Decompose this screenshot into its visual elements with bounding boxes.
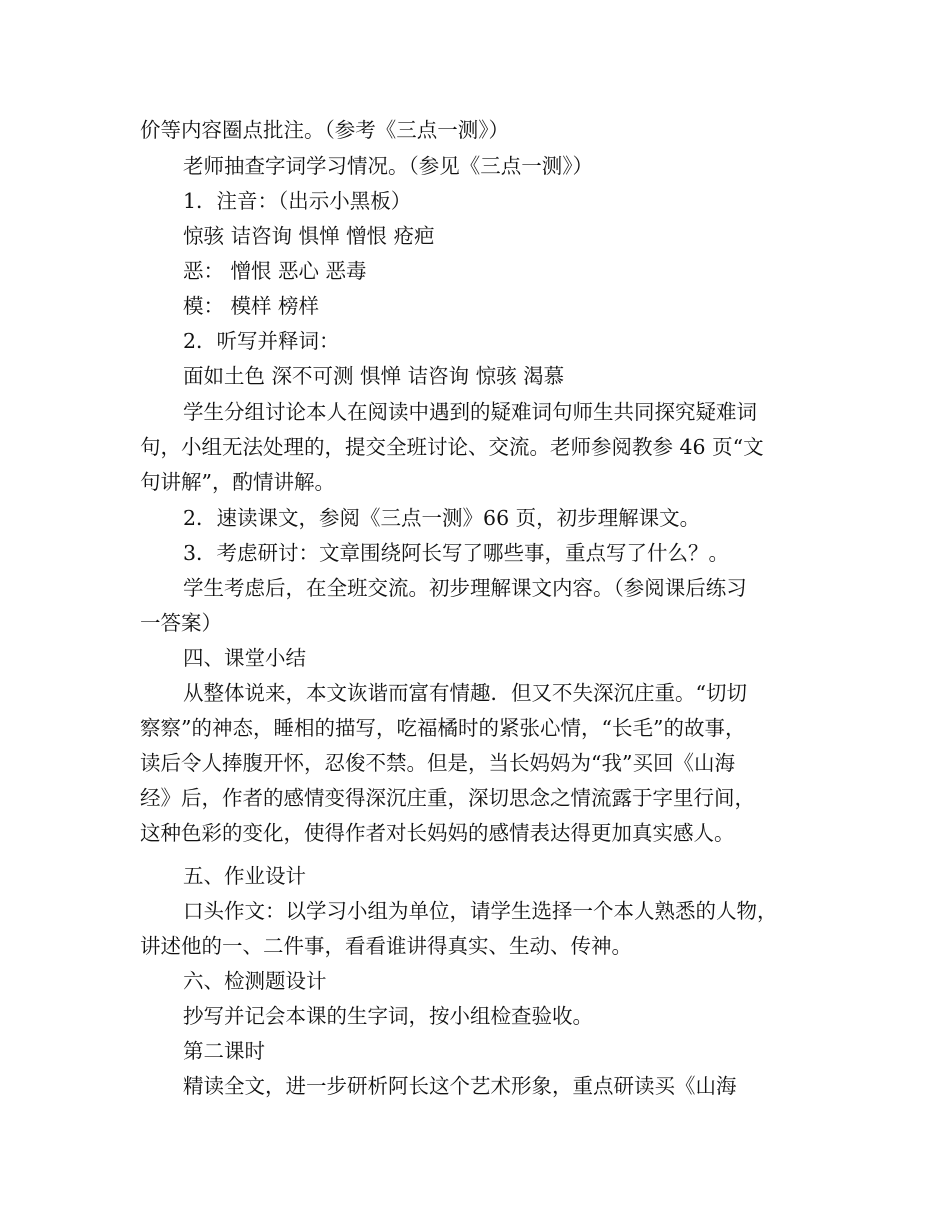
text-line: 模： 模样 榜样 bbox=[183, 294, 320, 318]
text-line: 恶： 憎恨 恶心 恶毒 bbox=[183, 259, 367, 283]
text-line: 惊骇 诘咨询 惧惮 憎恨 疮疤 bbox=[183, 224, 435, 248]
text-line: 讲述他的一、二件事，看看谁讲得真实、生动、传神。 bbox=[140, 934, 632, 958]
text-line: 抄写并记会本课的生字词，按小组检查验收。 bbox=[183, 1004, 593, 1028]
text-line: 口头作文：以学习小组为单位，请学生选择一个本人熟悉的人物， bbox=[183, 899, 778, 923]
text-line: 精读全文，进一步研析阿长这个艺术形象，重点研读买《山海 bbox=[183, 1074, 737, 1098]
text-line: 价等内容圈点批注。（参考《三点一测》） bbox=[140, 118, 509, 142]
text-line: 老师抽查字词学习情况。（参见《三点一测》） bbox=[183, 154, 593, 178]
text-line: 读后令人捧腹开怀，忍俊不禁。但是，当长妈妈为“我”买回《山海 bbox=[140, 751, 735, 775]
text-line: 句讲解”，酌情讲解。 bbox=[140, 470, 335, 494]
text-line: 经》后，作者的感情变得深沉庄重，深切思念之情流露于字里行间， bbox=[140, 786, 755, 810]
text-line: 1．注音：（出示小黑板） bbox=[183, 189, 412, 213]
text-line: 一答案） bbox=[140, 611, 222, 635]
text-line: 察察”的神态，睡相的描写，吃福橘时的紧张心情，“长毛”的故事， bbox=[140, 716, 746, 740]
section-heading: 第二课时 bbox=[183, 1039, 265, 1063]
text-line: 2．速读课文，参阅《三点一测》66 页，初步理解课文。 bbox=[183, 506, 701, 530]
text-line: 句，小组无法处理的，提交全班讨论、交流。老师参阅教参 46 页“文 bbox=[140, 435, 764, 459]
text-line: 3．考虑研讨：文章围绕阿长写了哪些事，重点写了什么？。 bbox=[183, 541, 730, 565]
text-line: 学生考虑后，在全班交流。初步理解课文内容。（参阅课后练习 bbox=[183, 576, 747, 600]
section-heading: 六、检测题设计 bbox=[183, 969, 327, 993]
text-line: 这种色彩的变化，使得作者对长妈妈的感情表达得更加真实感人。 bbox=[140, 821, 735, 845]
section-heading: 五、作业设计 bbox=[183, 864, 306, 888]
text-line: 2．听写并释词： bbox=[183, 329, 340, 353]
text-line: 学生分组讨论本人在阅读中遇到的疑难词句师生共同探究疑难词 bbox=[183, 400, 757, 424]
text-line: 从整体说来，本文诙谐而富有情趣．但又不失深沉庄重。“切切 bbox=[183, 681, 747, 705]
text-line: 面如土色 深不可测 惧惮 诘咨询 惊骇 渴慕 bbox=[183, 364, 565, 388]
section-heading: 四、课堂小结 bbox=[183, 646, 306, 670]
